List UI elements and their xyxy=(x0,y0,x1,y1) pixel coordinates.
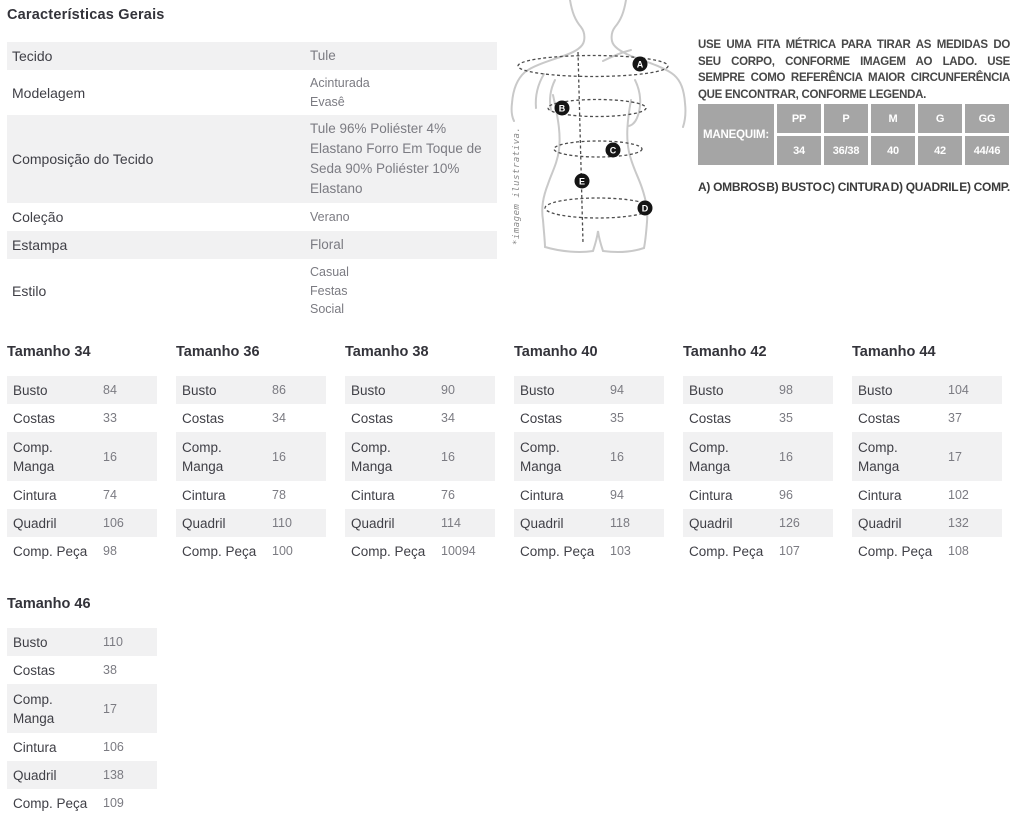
size-row xyxy=(345,481,495,509)
size-row-label: Costas xyxy=(182,410,225,426)
size-table-46 xyxy=(7,597,157,817)
size-number-cell: 44/46 xyxy=(965,136,1009,165)
size-letter-cell: P xyxy=(824,104,868,133)
size-number-cell: 34 xyxy=(777,136,821,165)
char-row-colecao xyxy=(7,203,497,231)
char-label: Modelagem xyxy=(12,84,86,101)
size-row xyxy=(176,432,326,481)
size-row xyxy=(7,509,157,537)
size-row-value: 16 xyxy=(272,449,286,464)
size-row-label: Busto xyxy=(182,382,217,398)
size-row-label: Comp. Peça xyxy=(351,543,426,559)
size-table-title: Tamanho 42 xyxy=(683,344,767,360)
char-value: Tule xyxy=(310,48,336,63)
size-row xyxy=(7,432,157,481)
size-row xyxy=(683,509,833,537)
size-row-value: 35 xyxy=(779,411,793,425)
size-row-value: 17 xyxy=(103,701,117,716)
size-row xyxy=(852,509,1002,537)
illustration-note: *imagem ilustrativa. xyxy=(512,126,522,245)
size-row xyxy=(345,376,495,404)
size-row-label: Quadril xyxy=(858,515,902,531)
size-row xyxy=(176,404,326,432)
legend-item-ombros: A) OMBROS xyxy=(698,180,766,194)
mannequin-size-table xyxy=(698,104,1009,165)
size-row-value: 34 xyxy=(272,411,286,425)
size-row-label: Cintura xyxy=(13,487,57,503)
size-row-value: 138 xyxy=(103,768,124,782)
size-row-label: Costas xyxy=(858,410,901,426)
size-row-value: 108 xyxy=(948,544,969,558)
char-value: Evasê xyxy=(310,94,345,109)
torso-right-side xyxy=(627,100,647,248)
legs-bottom-edge xyxy=(545,231,644,252)
size-row-value: 16 xyxy=(103,449,117,464)
size-row xyxy=(683,432,833,481)
size-row-label: Costas xyxy=(689,410,732,426)
size-row-label: Quadril xyxy=(520,515,564,531)
size-row-label: Busto xyxy=(13,634,48,650)
size-row-value: 90 xyxy=(441,383,455,397)
char-row-estilo xyxy=(7,259,497,323)
size-row xyxy=(683,376,833,404)
torso-left-side xyxy=(542,95,559,247)
marker-b-letter: B xyxy=(558,103,566,114)
size-row-value: 114 xyxy=(441,516,461,530)
size-letter-cell: PP xyxy=(777,104,821,133)
size-row-value: 16 xyxy=(610,449,624,464)
characteristics-title: Características Gerais xyxy=(7,7,165,23)
char-row-modelagem xyxy=(7,70,497,115)
size-row-label: Comp. Peça xyxy=(689,543,764,559)
size-row-label: Busto xyxy=(689,382,724,398)
size-row xyxy=(514,481,664,509)
size-row-label: Comp. Peça xyxy=(13,543,88,559)
char-row-tecido xyxy=(7,42,497,70)
size-row-label: Quadril xyxy=(351,515,395,531)
size-row-value: 76 xyxy=(441,488,455,502)
char-label: Composição do Tecido xyxy=(12,151,154,167)
size-row-value: 98 xyxy=(779,383,793,397)
size-row-value: 74 xyxy=(103,488,117,502)
size-row-label: Comp. Peça xyxy=(13,795,88,811)
size-row-label: Comp. Manga xyxy=(351,439,393,474)
size-row xyxy=(514,509,664,537)
size-row-value: 102 xyxy=(948,488,969,502)
char-label: Tecido xyxy=(12,48,53,64)
char-value: Acinturada xyxy=(310,76,370,90)
size-row-value: 106 xyxy=(103,516,124,530)
size-row xyxy=(514,537,664,565)
size-row-value: 107 xyxy=(779,544,800,558)
size-row xyxy=(345,404,495,432)
size-row-label: Comp. Manga xyxy=(689,439,731,474)
char-row-estampa xyxy=(7,231,497,259)
size-row xyxy=(7,404,157,432)
size-row-value: 94 xyxy=(610,383,624,397)
size-row xyxy=(514,404,664,432)
size-row-label: Comp. Manga xyxy=(13,691,55,726)
size-row-label: Busto xyxy=(520,382,555,398)
char-label: Estilo xyxy=(12,282,47,299)
legend-item-comp: E) COMP. xyxy=(959,180,1010,194)
size-row-value: 37 xyxy=(948,411,962,425)
size-row xyxy=(7,481,157,509)
marker-c-letter: C xyxy=(609,145,617,156)
size-letter-cell: GG xyxy=(965,104,1009,133)
size-row-label: Cintura xyxy=(689,487,733,503)
size-row-label: Costas xyxy=(13,410,56,426)
size-row-label: Comp. Manga xyxy=(520,439,562,474)
size-row xyxy=(176,537,326,565)
size-row xyxy=(7,537,157,565)
size-row-value: 86 xyxy=(272,383,286,397)
char-value: Floral xyxy=(310,237,344,252)
size-letter-cell: G xyxy=(918,104,962,133)
size-letter-cell: M xyxy=(871,104,915,133)
size-row-label: Comp. Peça xyxy=(858,543,933,559)
measure-instruction: USE UMA FITA MÉTRICA PARA TIRAR AS MEDIDAS DO SEU CORPO, CONFORME IMAGEM AO LADO. USE SEMPRE COMO REFERÊNCIA MAIOR CIRCUNFERÊNCIA QUE ENCONTRAR, CONFORME LEGENDA. xyxy=(698,39,1010,101)
size-col-pp xyxy=(777,104,821,165)
marker-e-letter: E xyxy=(578,176,586,187)
size-row-label: Comp. Manga xyxy=(182,439,224,474)
size-row-label: Costas xyxy=(13,662,56,678)
char-label: Coleção xyxy=(12,209,64,225)
measure-legend xyxy=(698,180,1010,194)
size-col-p xyxy=(824,104,868,165)
size-row xyxy=(683,481,833,509)
size-row-value: 132 xyxy=(948,516,969,530)
size-col-m xyxy=(871,104,915,165)
size-row-label: Comp. Peça xyxy=(182,543,257,559)
size-table-44 xyxy=(852,345,1002,565)
char-value: Tule 96% Poliéster 4% Elastano Forro Em Toque de Seda 90% Poliéster 10% Elastano xyxy=(310,121,482,196)
size-row xyxy=(7,376,157,404)
characteristics-table xyxy=(7,8,497,323)
size-row-label: Cintura xyxy=(13,739,57,755)
size-row xyxy=(852,481,1002,509)
char-value: Social xyxy=(310,302,345,316)
size-table-title: Tamanho 44 xyxy=(852,344,936,360)
size-row-value: 34 xyxy=(441,411,455,425)
body-right-outline xyxy=(612,0,686,127)
size-row xyxy=(7,628,157,656)
mannequin-illustration xyxy=(508,0,693,258)
size-row-value: 16 xyxy=(441,449,455,464)
size-row-value: 103 xyxy=(610,544,631,558)
size-table-title: Tamanho 34 xyxy=(7,344,91,360)
size-col-gg xyxy=(965,104,1009,165)
size-row-value: 35 xyxy=(610,411,624,425)
size-row-value: 78 xyxy=(272,488,286,502)
legend-item-busto: B) BUSTO xyxy=(766,180,822,194)
size-row-value: 38 xyxy=(103,663,117,677)
size-table-34 xyxy=(7,345,157,565)
size-row-value: 94 xyxy=(610,488,624,502)
size-row xyxy=(7,789,157,817)
legend-item-quadril: D) QUADRIL xyxy=(890,180,959,194)
size-table-title: Tamanho 46 xyxy=(7,596,91,612)
size-row xyxy=(345,432,495,481)
size-row-label: Comp. Manga xyxy=(13,439,55,474)
size-row xyxy=(683,537,833,565)
length-measure-line xyxy=(578,52,586,243)
size-table-38 xyxy=(345,345,495,565)
size-row-label: Quadril xyxy=(182,515,226,531)
marker-d-letter: D xyxy=(641,203,649,214)
size-row-value: 109 xyxy=(103,796,124,810)
size-row-value: 17 xyxy=(948,449,962,464)
size-row xyxy=(345,537,495,565)
marker-a-letter: A xyxy=(636,59,644,70)
size-table-40 xyxy=(514,345,664,565)
size-row-value: 126 xyxy=(779,516,800,530)
size-row xyxy=(7,761,157,789)
size-row-label: Comp. Manga xyxy=(858,439,900,474)
size-table-title: Tamanho 36 xyxy=(176,344,260,360)
measure-markers xyxy=(555,57,653,216)
size-table-36 xyxy=(176,345,326,565)
size-row xyxy=(852,404,1002,432)
size-row-label: Comp. Peça xyxy=(520,543,595,559)
size-row-value: 33 xyxy=(103,411,117,425)
size-row-label: Costas xyxy=(520,410,563,426)
char-value: Festas xyxy=(310,283,348,298)
size-row-label: Busto xyxy=(858,382,893,398)
legend-item-cintura: C) CINTURA xyxy=(822,180,890,194)
size-row xyxy=(7,733,157,761)
hip-measure-ellipse xyxy=(545,198,651,218)
size-row-value: 84 xyxy=(103,383,117,397)
size-row-label: Cintura xyxy=(520,487,564,503)
size-row xyxy=(683,404,833,432)
size-row-label: Quadril xyxy=(13,767,57,783)
size-col-g xyxy=(918,104,962,165)
size-row xyxy=(345,509,495,537)
size-row-value: 10094 xyxy=(441,544,476,558)
size-row xyxy=(514,432,664,481)
size-row-value: 110 xyxy=(272,516,292,530)
size-row xyxy=(514,376,664,404)
size-row xyxy=(852,376,1002,404)
size-row-value: 100 xyxy=(272,544,293,558)
size-row-value: 98 xyxy=(103,544,117,558)
size-row-label: Busto xyxy=(351,382,386,398)
size-row-label: Quadril xyxy=(13,515,57,531)
size-row-label: Costas xyxy=(351,410,394,426)
char-row-composicao xyxy=(7,115,497,203)
size-row-label: Cintura xyxy=(182,487,226,503)
body-outline xyxy=(512,0,686,252)
size-table-title: Tamanho 40 xyxy=(514,344,598,360)
size-row xyxy=(852,537,1002,565)
size-number-cell: 40 xyxy=(871,136,915,165)
size-row-value: 106 xyxy=(103,740,124,754)
size-number-cell: 36/38 xyxy=(824,136,868,165)
size-table-title: Tamanho 38 xyxy=(345,344,429,360)
size-row-value: 118 xyxy=(610,516,630,530)
size-row xyxy=(7,684,157,733)
size-row xyxy=(176,481,326,509)
size-row-label: Cintura xyxy=(858,487,902,503)
size-table-42 xyxy=(683,345,833,565)
left-arm-inner-line xyxy=(536,74,544,108)
size-row-value: 16 xyxy=(779,449,793,464)
char-value: Casual xyxy=(310,265,349,279)
size-row xyxy=(7,656,157,684)
size-row-value: 96 xyxy=(779,488,793,502)
size-row xyxy=(176,376,326,404)
mannequin-label-cell: MANEQUIM: xyxy=(698,104,774,165)
size-row-label: Busto xyxy=(13,382,48,398)
char-value: Verano xyxy=(310,209,350,224)
size-row-value: 104 xyxy=(948,383,969,397)
size-row xyxy=(852,432,1002,481)
size-row-label: Quadril xyxy=(689,515,733,531)
size-row xyxy=(176,509,326,537)
size-row-value: 110 xyxy=(103,635,123,649)
body-left-outline xyxy=(512,0,585,121)
size-number-cell: 42 xyxy=(918,136,962,165)
char-label: Estampa xyxy=(12,237,68,253)
size-row-label: Cintura xyxy=(351,487,395,503)
